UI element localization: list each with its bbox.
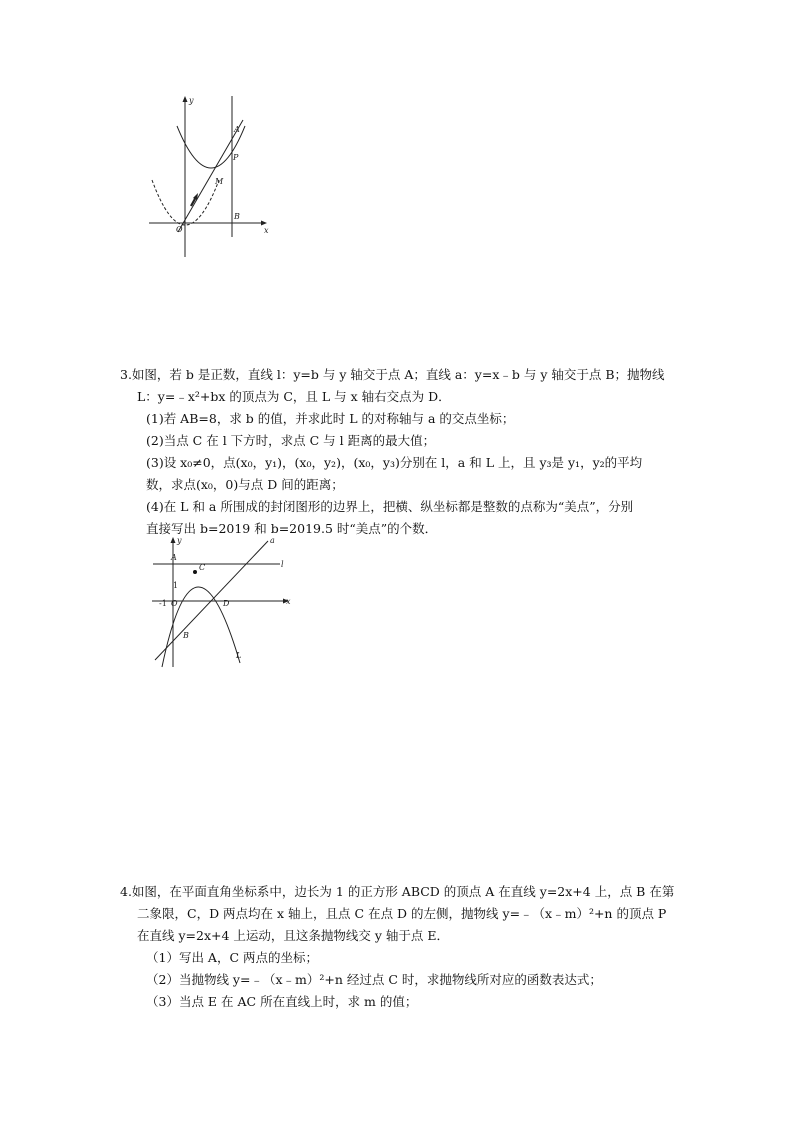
label-x: x xyxy=(264,226,269,235)
label-B: B xyxy=(183,631,189,640)
problem-3 xyxy=(120,364,710,540)
label-l-line: l xyxy=(281,560,284,569)
problem-3-line-2: L：y=﹣x²+bx 的顶点为 C，且 L 与 x 轴右交点为 D． xyxy=(137,389,451,404)
problem-4 xyxy=(120,881,710,1013)
label-O: O xyxy=(171,599,178,608)
label-a-line: a xyxy=(270,536,275,545)
problem-4-line-2: 二象限，C，D 两点均在 x 轴上，且点 C 在点 D 的左侧，抛物线 y=﹣（x﹣m）²+n 的顶点 P xyxy=(137,906,667,921)
label-y: y xyxy=(189,96,194,105)
problem-4-question-3: （3）当点 E 在 AC 所在直线上时，求 m 的值； xyxy=(146,994,418,1009)
label-x: x xyxy=(286,597,291,606)
label-a: A xyxy=(234,125,240,134)
figure-1-graph xyxy=(145,92,275,262)
label-A: A xyxy=(171,553,177,562)
label-neg-one: -1 xyxy=(159,599,167,608)
problem-3-question-1: (1)若 AB=8，求 b 的值，并求此时 L 的对称轴与 a 的交点坐标； xyxy=(146,411,515,426)
problem-3-question-2: (2)当点 C 在 l 下方时，求点 C 与 l 距离的最大值； xyxy=(146,433,436,448)
label-L: L xyxy=(236,651,242,660)
problem-4-question-2: （2）当抛物线 y=﹣（x﹣m）²+n 经过点 C 时，求抛物线所对应的函数表达式； xyxy=(146,972,602,987)
figure-2-graph xyxy=(148,535,298,670)
label-y: y xyxy=(177,536,182,545)
label-C: C xyxy=(199,563,206,572)
problem-3-question-3-line-2: 数，求点(x₀，0)与点 D 间的距离； xyxy=(146,477,344,492)
y-axis-arrow xyxy=(183,96,188,102)
problem-3-question-4-line-1: (4)在 L 和 a 所围成的封闭图形的边界上，把横、纵坐标都是整数的点称为“美点”，分别 xyxy=(146,499,634,514)
y-axis-arrow xyxy=(171,537,176,543)
problem-3-line-1: 3.如图，若 b 是正数，直线 l：y=b 与 y 轴交于点 A；直线 a：y=x﹣b 与 y 轴交于点 B；抛物线 xyxy=(120,367,665,382)
label-b: B xyxy=(234,212,240,221)
problem-4-question-1: （1）写出 A，C 两点的坐标； xyxy=(146,950,318,965)
problem-3-question-4-line-2: 直接写出 b=2019 和 b=2019.5 时“美点”的个数． xyxy=(146,521,438,536)
label-p: P xyxy=(233,153,239,162)
problem-3-question-3-line-1: (3)设 x₀≠0，点(x₀，y₁)，(x₀，y₂)，(x₀，y₃)分别在 l，a 和 L 上，且 y₃是 y₁，y₂的平均 xyxy=(146,455,643,470)
label-D: D xyxy=(223,599,230,608)
figure-1-svg xyxy=(145,92,275,262)
label-origin: O xyxy=(176,225,183,234)
vertex-c-dot xyxy=(193,570,197,574)
problem-4-line-1: 4.如图，在平面直角坐标系中，边长为 1 的正方形 ABCD 的顶点 A 在直线 y=2x+4 上，点 B 在第 xyxy=(120,884,675,899)
figure-2-svg xyxy=(148,535,298,670)
label-m: M xyxy=(215,177,224,186)
problem-4-line-3: 在直线 y=2x+4 上运动，且这条抛物线交 y 轴于点 E． xyxy=(137,928,450,943)
x-axis-arrow xyxy=(261,221,267,226)
label-one: 1 xyxy=(173,581,179,590)
